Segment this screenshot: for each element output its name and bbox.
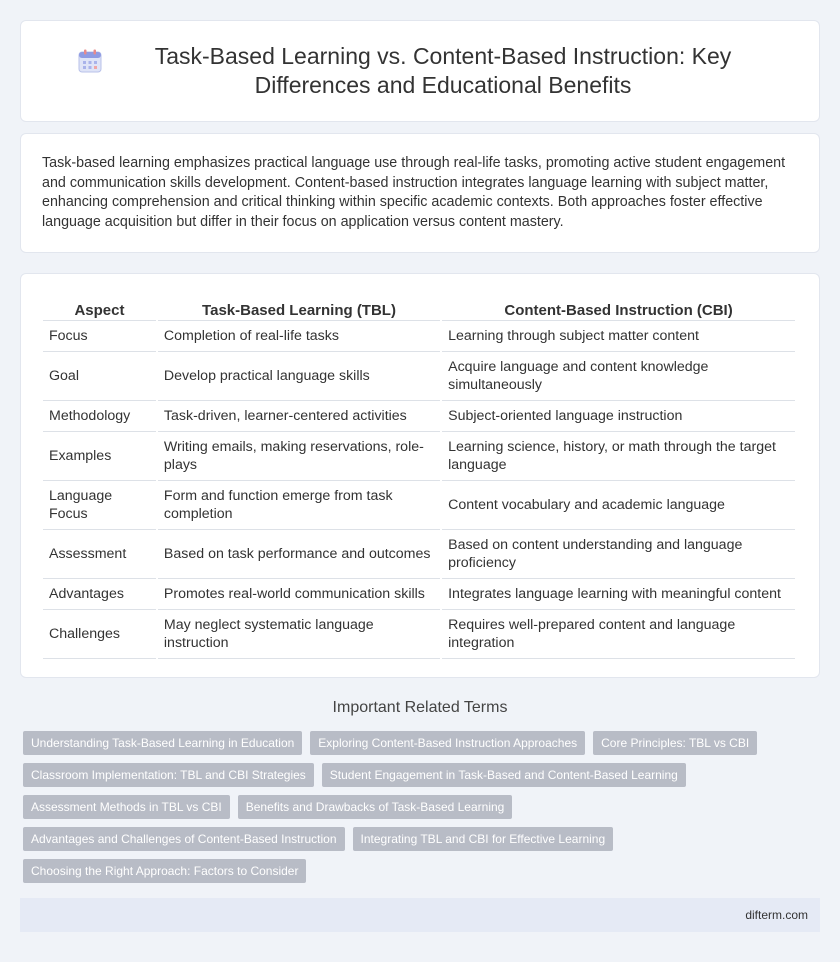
aspect-cell: Focus	[43, 321, 156, 352]
cbi-cell: Requires well-prepared content and language integration	[442, 610, 795, 659]
tbl-cell: Promotes real-world communication skills	[158, 579, 440, 610]
related-term-tag[interactable]: Core Principles: TBL vs CBI	[593, 731, 757, 755]
cbi-cell: Acquire language and content knowledge simultaneously	[442, 352, 795, 401]
table-row	[43, 321, 795, 352]
cbi-cell: Learning science, history, or math through the target language	[442, 432, 795, 481]
tbl-cell: Develop practical language skills	[158, 352, 440, 401]
related-term-tag[interactable]: Student Engagement in Task-Based and Content-Based Learning	[322, 763, 686, 787]
aspect-cell: Challenges	[43, 610, 156, 659]
calendar-icon	[77, 48, 103, 74]
table-row	[43, 579, 795, 610]
related-term-tag[interactable]: Advantages and Challenges of Content-Based Instruction	[23, 827, 345, 851]
table-row	[43, 481, 795, 530]
table-row	[43, 530, 795, 579]
aspect-cell: Advantages	[43, 579, 156, 610]
related-term-tag[interactable]: Classroom Implementation: TBL and CBI Strategies	[23, 763, 314, 787]
related-terms-list	[23, 731, 813, 891]
aspect-cell: Examples	[43, 432, 156, 481]
comparison-table	[41, 296, 797, 659]
related-term-tag[interactable]: Choosing the Right Approach: Factors to Consider	[23, 859, 306, 883]
header-aspect: Aspect	[43, 296, 156, 321]
tbl-cell: Completion of real-life tasks	[158, 321, 440, 352]
cbi-cell: Based on content understanding and language proficiency	[442, 530, 795, 579]
aspect-cell: Language Focus	[43, 481, 156, 530]
header-tbl: Task-Based Learning (TBL)	[158, 296, 440, 321]
tbl-cell: Task-driven, learner-centered activities	[158, 401, 440, 432]
page-title: Task-Based Learning vs. Content-Based Instruction: Key Differences and Educational Benefits	[154, 43, 732, 98]
related-term-tag[interactable]: Integrating TBL and CBI for Effective Learning	[353, 827, 614, 851]
tbl-cell: Form and function emerge from task completion	[158, 481, 440, 530]
comparison-table-card	[20, 273, 820, 678]
aspect-cell: Methodology	[43, 401, 156, 432]
table-row	[43, 432, 795, 481]
cbi-cell: Content vocabulary and academic language	[442, 481, 795, 530]
footer	[20, 898, 820, 932]
intro-text: Task-based learning emphasizes practical language use through real-life tasks, promoting active student engagement and communication skills development. Content-based instruction integrates language learning with subject matter, enhancing comprehension and critical thinking within specific academic contexts. Both approaches foster effective language acquisition but differ in their focus on application versus content mastery.	[42, 155, 786, 230]
table-row	[43, 352, 795, 401]
tbl-cell: Writing emails, making reservations, role-plays	[158, 432, 440, 481]
tbl-cell: May neglect systematic language instruction	[158, 610, 440, 659]
table-row	[43, 401, 795, 432]
aspect-cell: Goal	[43, 352, 156, 401]
header-card	[20, 20, 820, 122]
cbi-cell: Subject-oriented language instruction	[442, 401, 795, 432]
related-term-tag[interactable]: Benefits and Drawbacks of Task-Based Learning	[238, 795, 513, 819]
footer-site-link[interactable]: difterm.com	[745, 908, 808, 922]
aspect-cell: Assessment	[43, 530, 156, 579]
cbi-cell: Integrates language learning with meaningful content	[442, 579, 795, 610]
intro-card	[20, 133, 820, 253]
table-row	[43, 610, 795, 659]
related-term-tag[interactable]: Understanding Task-Based Learning in Education	[23, 731, 302, 755]
cbi-cell: Learning through subject matter content	[442, 321, 795, 352]
tbl-cell: Based on task performance and outcomes	[158, 530, 440, 579]
header-cbi: Content-Based Instruction (CBI)	[442, 296, 795, 321]
related-terms-title: Important Related Terms	[332, 699, 508, 716]
related-term-tag[interactable]: Assessment Methods in TBL vs CBI	[23, 795, 230, 819]
related-term-tag[interactable]: Exploring Content-Based Instruction Approaches	[310, 731, 585, 755]
